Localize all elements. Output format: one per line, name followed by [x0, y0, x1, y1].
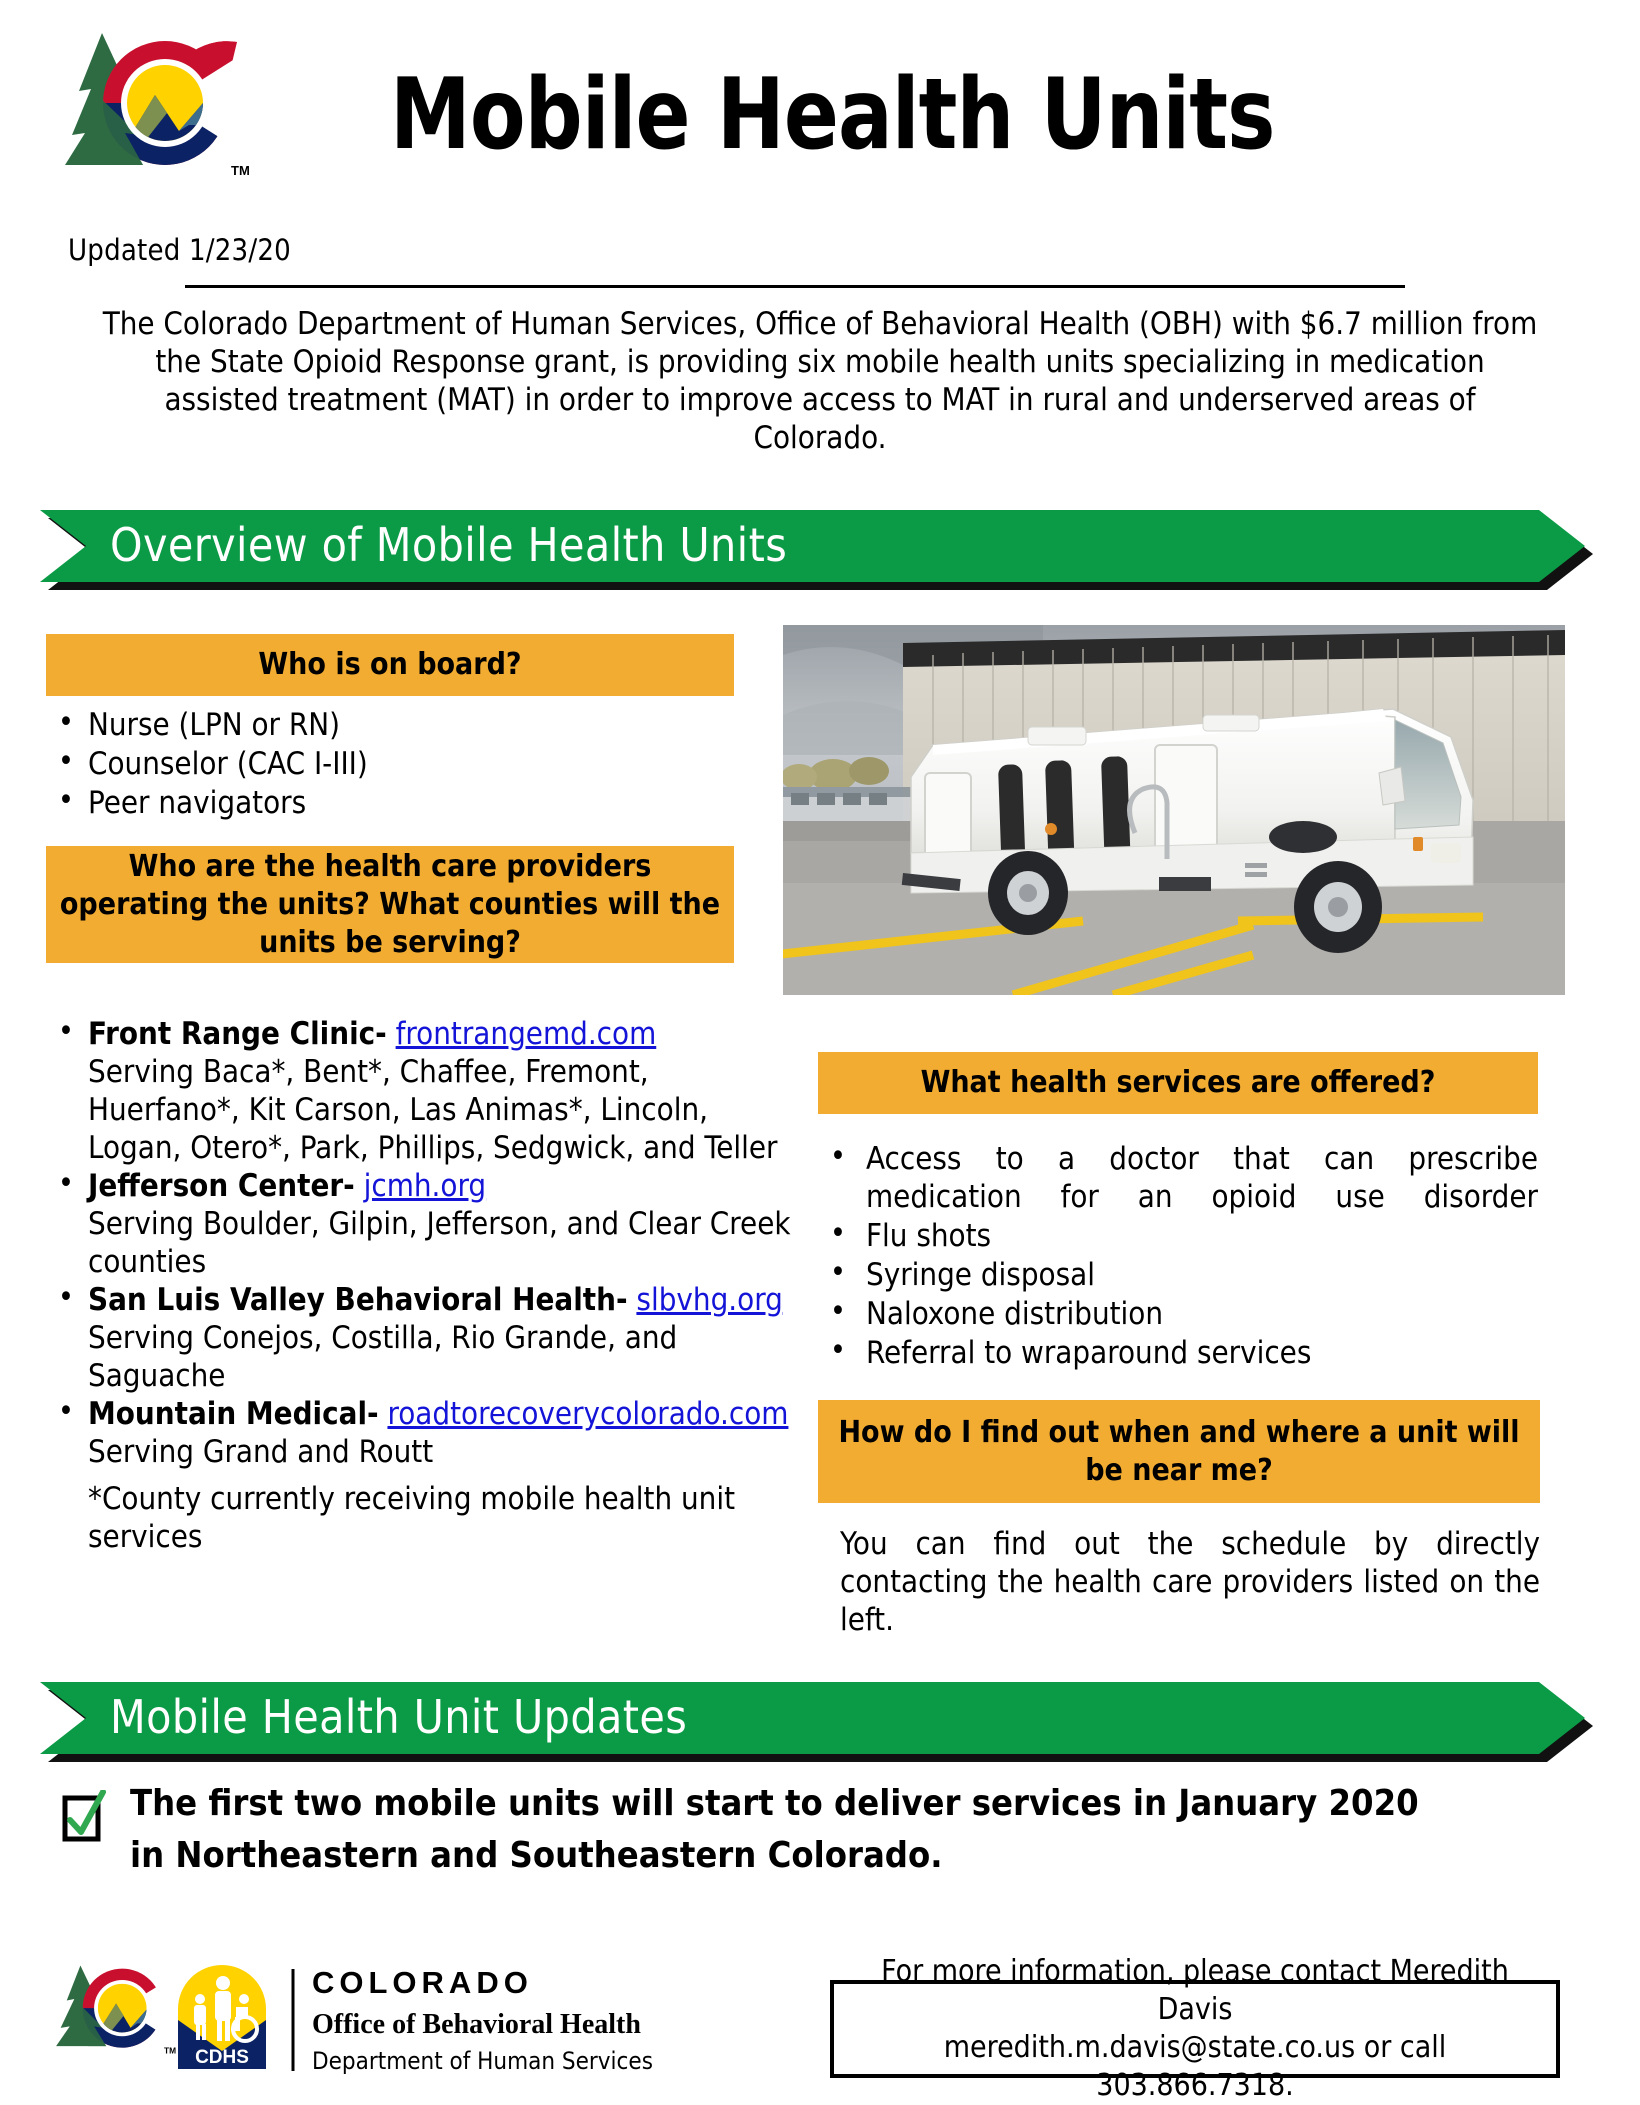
mobile-health-unit-photo — [783, 625, 1565, 995]
list-item: • Referral to wraparound services — [818, 1334, 1538, 1372]
provider-counties: Serving Conejos, Costilla, Rio Grande, and Saguache — [88, 1320, 678, 1394]
provider-name: Mountain Medical- — [88, 1396, 379, 1432]
heading-health-services: What health services are offered? — [818, 1052, 1538, 1114]
find-out-body: You can find out the schedule by directly contacting the health care providers listed on the left. — [840, 1526, 1540, 1638]
heading-find-out-schedule: How do I find out when and where a unit will be near me? — [818, 1400, 1540, 1503]
list-item-provider — [46, 1281, 806, 1395]
page-title: Mobile Health Units — [390, 58, 1275, 172]
provider-link[interactable]: jcmh.org — [363, 1168, 487, 1204]
banner-label-updates: Mobile Health Unit Updates — [110, 1690, 688, 1744]
footer-org-line3: Department of Human Services — [312, 2047, 653, 2075]
list-item: • Nurse (LPN or RN) — [46, 706, 736, 744]
footer-org-line2: Office of Behavioral Health — [312, 2009, 641, 2040]
list-item — [818, 1140, 1538, 1216]
heading-providers: Who are the health care providers operating the units? What counties will the units be serving? — [46, 846, 734, 963]
list-item-provider — [46, 1015, 806, 1167]
list-item-provider — [46, 1167, 806, 1281]
contact-box — [830, 1954, 1560, 2103]
section-banner-overview — [40, 510, 1585, 582]
list-item: • Counselor (CAC I-III) — [46, 745, 736, 783]
colorado-state-logo-icon — [55, 25, 255, 180]
banner-label-overview: Overview of Mobile Health Units — [110, 518, 788, 572]
list-on-board — [46, 706, 736, 823]
update-item-text: The first two mobile units will start to deliver services in January 2020 in Northeastern and Southeastern Colorado. — [130, 1783, 1419, 1876]
provider-name: Front Range Clinic- — [88, 1016, 387, 1052]
updated-date: Updated 1/23/20 — [68, 233, 291, 267]
list-item-text: • Access to a doctor that can prescribe medication for an opioid use disorder — [866, 1141, 1538, 1215]
provider-link[interactable]: roadtorecoverycolorado.com — [387, 1396, 789, 1432]
footer-org-line1: COLORADO — [312, 1965, 533, 2000]
list-item: • Flu shots — [818, 1217, 1538, 1255]
provider-name: Jefferson Center- — [88, 1168, 355, 1204]
header — [0, 0, 1640, 267]
list-item: • Syringe disposal — [818, 1256, 1538, 1294]
list-item: • Peer navigators — [46, 784, 736, 822]
list-item: • Naloxone distribution — [818, 1295, 1538, 1333]
provider-counties: Serving Boulder, Gilpin, Jefferson, and Clear Creek counties — [88, 1206, 791, 1280]
section-banner-updates — [40, 1682, 1585, 1754]
list-item-provider — [46, 1395, 806, 1471]
cdhs-label: CDHS — [195, 2047, 249, 2068]
provider-counties: Serving Baca*, Bent*, Chaffee, Fremont, Huerfano*, Kit Carson, Las Animas*, Lincoln, Logan, Otero*, Park, Phillips, Sedgwick, and Teller — [88, 1054, 778, 1166]
provider-name: San Luis Valley Behavioral Health- — [88, 1282, 628, 1318]
heading-who-is-on-board: Who is on board? — [46, 634, 734, 696]
svg-text:TM: TM — [231, 163, 250, 178]
checked-checkbox-icon — [62, 1790, 106, 1842]
provider-link[interactable]: frontrangemd.com — [395, 1016, 657, 1052]
provider-link[interactable]: slbvhg.org — [636, 1282, 783, 1318]
footer-logo-group — [50, 1955, 750, 2085]
intro-paragraph: The Colorado Department of Human Services, Office of Behavioral Health (OBH) with $6.7 million from the State Opioid Response grant, is providing six mobile health units specializing in medication assisted treatment (MAT) in order to improve access to MAT in rural and underserved areas of Colorado. — [102, 306, 1538, 456]
contact-line-1: For more information, please contact Meredith Davis — [881, 1954, 1509, 2027]
provider-counties: Serving Grand and Routt — [88, 1434, 434, 1470]
svg-text:TM: TM — [164, 2045, 177, 2056]
providers-footnote: *County currently receiving mobile health unit services — [88, 1481, 736, 1555]
list-providers — [46, 1015, 806, 1471]
list-health-services — [818, 1140, 1538, 1373]
header-divider — [185, 285, 1405, 288]
contact-line-2: meredith.m.davis@state.co.us or call 303.866.7318. — [943, 2030, 1447, 2103]
